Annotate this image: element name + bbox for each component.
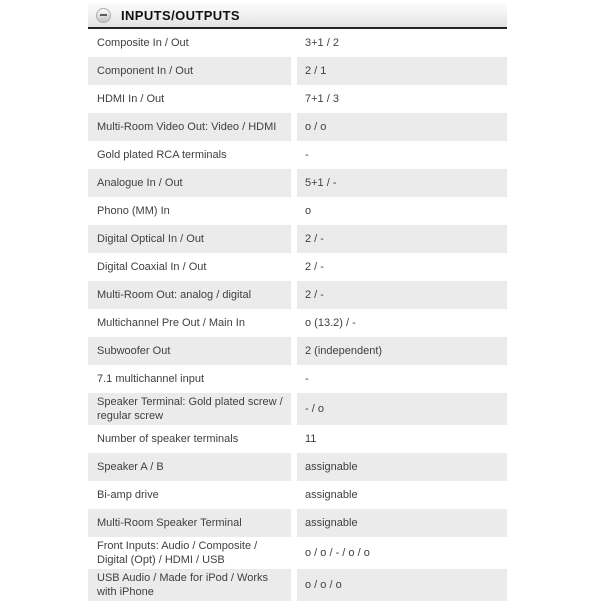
spec-row-value: - [297,141,507,169]
spec-row [88,537,507,569]
spec-row [88,509,507,537]
spec-row-value: - [297,365,507,393]
spec-row [88,253,507,281]
spec-row [88,85,507,113]
spec-row [88,393,507,425]
spec-row-label: Speaker Terminal: Gold plated screw / regular screw [88,393,291,425]
spec-row [88,197,507,225]
spec-row [88,141,507,169]
spec-row-value: 11 [297,425,507,453]
spec-row-label: Subwoofer Out [88,337,291,365]
spec-row-label: Front Inputs: Audio / Composite / Digital (Opt) / HDMI / USB [88,537,291,569]
spec-row-label: Phono (MM) In [88,197,291,225]
spec-row-value: 5+1 / - [297,169,507,197]
spec-row-value: 2 / - [297,225,507,253]
spec-row-label: Bi-amp drive [88,481,291,509]
spec-row-value: 3+1 / 2 [297,29,507,57]
spec-row-label: 7.1 multichannel input [88,365,291,393]
spec-row-value: o [297,197,507,225]
spec-row [88,169,507,197]
spec-row [88,281,507,309]
spec-row-value: o / o [297,113,507,141]
spec-row [88,453,507,481]
spec-row [88,113,507,141]
spec-row-value: 2 / - [297,281,507,309]
spec-row-label: Component In / Out [88,57,291,85]
spec-row-value: 2 / 1 [297,57,507,85]
spec-section-inputs-outputs [88,3,507,601]
spec-row-label: Multi-Room Speaker Terminal [88,509,291,537]
spec-row [88,225,507,253]
collapse-minus-icon[interactable] [96,8,111,23]
spec-row-value: - / o [297,393,507,425]
spec-row-label: Multi-Room Video Out: Video / HDMI [88,113,291,141]
spec-row-label: Multichannel Pre Out / Main In [88,309,291,337]
spec-row-value: assignable [297,453,507,481]
spec-row-label: Composite In / Out [88,29,291,57]
spec-row [88,365,507,393]
spec-row [88,57,507,85]
spec-row-label: Digital Coaxial In / Out [88,253,291,281]
spec-row-label: Multi-Room Out: analog / digital [88,281,291,309]
spec-row-label: Gold plated RCA terminals [88,141,291,169]
spec-row [88,481,507,509]
spec-row-value: assignable [297,481,507,509]
section-header[interactable] [88,3,507,29]
spec-row [88,29,507,57]
spec-row [88,425,507,453]
spec-row [88,309,507,337]
spec-row-label: USB Audio / Made for iPod / Works with iPhone [88,569,291,601]
spec-row-label: HDMI In / Out [88,85,291,113]
spec-table [88,29,507,601]
section-title: INPUTS/OUTPUTS [121,7,240,23]
spec-row-label: Number of speaker terminals [88,425,291,453]
spec-row-value: 2 / - [297,253,507,281]
spec-row-label: Digital Optical In / Out [88,225,291,253]
spec-row [88,569,507,601]
spec-row-value: o (13.2) / - [297,309,507,337]
spec-row-value: assignable [297,509,507,537]
spec-row-value: o / o / - / o / o [297,537,507,569]
spec-row-label: Analogue In / Out [88,169,291,197]
minus-glyph [100,14,107,16]
spec-row-value: o / o / o [297,569,507,601]
spec-row [88,337,507,365]
spec-row-label: Speaker A / B [88,453,291,481]
spec-row-value: 2 (independent) [297,337,507,365]
spec-row-value: 7+1 / 3 [297,85,507,113]
